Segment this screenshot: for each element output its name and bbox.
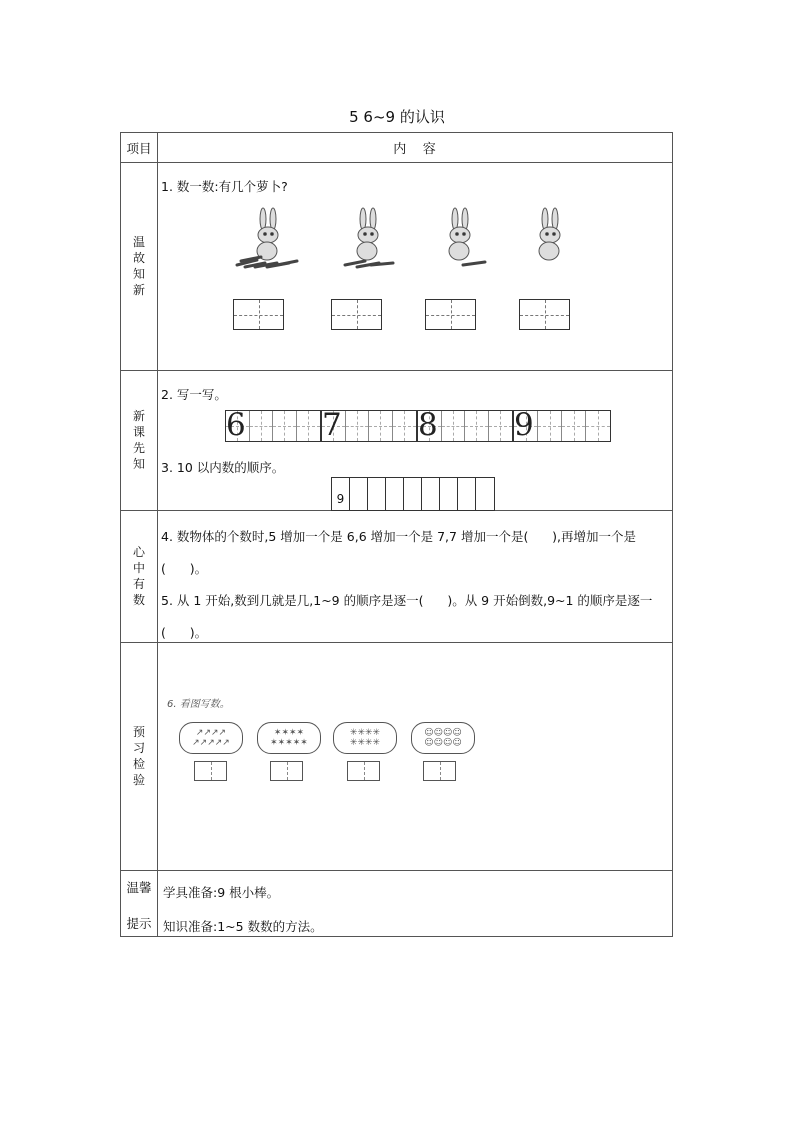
writing-cell[interactable] bbox=[489, 411, 512, 441]
tip-line-1: 学具准备:9 根小棒。 bbox=[163, 885, 280, 900]
writing-cell[interactable] bbox=[586, 411, 610, 441]
writing-cell[interactable] bbox=[250, 411, 274, 441]
trace-digit: 9 bbox=[514, 407, 534, 443]
writing-group bbox=[418, 407, 514, 443]
number-sequence-boxes bbox=[331, 477, 495, 511]
row-divider bbox=[121, 162, 672, 163]
rabbit-carrot-illustration-2 bbox=[331, 205, 401, 271]
column-divider bbox=[157, 133, 158, 936]
sequence-cell[interactable] bbox=[404, 478, 422, 510]
question-4-line2: ( )。 bbox=[161, 561, 208, 576]
carrot-icon bbox=[345, 261, 393, 267]
row-label-mind: 心中有数 bbox=[132, 545, 145, 607]
answer-box[interactable] bbox=[423, 761, 456, 781]
question-5-line1: 5. 从 1 开始,数到几就是几,1~9 的顺序是逐一( )。从 9 开始倒数,9~1 的顺序是逐一 bbox=[161, 593, 653, 608]
carrot-icon bbox=[463, 262, 485, 265]
row-divider bbox=[121, 642, 672, 643]
writing-cell[interactable] bbox=[369, 411, 393, 441]
row-label-new-lesson: 新课先知 bbox=[132, 409, 145, 471]
picture-group: ↗↗↗↗ ↗↗↗↗↗ bbox=[179, 722, 243, 754]
rabbit-carrot-illustration-3 bbox=[423, 205, 493, 271]
question-3: 3. 10 以内数的顺序。 bbox=[161, 460, 285, 475]
picture-group: ☺☺☺☺ ☺☺☺☺ bbox=[411, 722, 475, 754]
answer-box[interactable] bbox=[347, 761, 380, 781]
question-2: 2. 写一写。 bbox=[161, 387, 227, 402]
answer-box[interactable] bbox=[331, 299, 382, 330]
question-4-line1: 4. 数物体的个数时,5 增加一个是 6,6 增加一个是 7,7 增加一个是( ),再增加一个是 bbox=[161, 529, 637, 544]
rabbit-icon bbox=[539, 208, 560, 260]
answer-box[interactable] bbox=[233, 299, 284, 330]
sequence-cell[interactable] bbox=[476, 478, 494, 510]
row-label-review: 温故知新 bbox=[132, 235, 145, 297]
sequence-cell[interactable] bbox=[422, 478, 440, 510]
sequence-cell[interactable] bbox=[350, 478, 368, 510]
header-col1: 项目 bbox=[126, 140, 152, 156]
row-divider bbox=[121, 370, 672, 371]
trace-digit: 8 bbox=[418, 407, 438, 443]
writing-cell[interactable] bbox=[442, 411, 466, 441]
sequence-cell[interactable] bbox=[458, 478, 476, 510]
rabbit-carrot-illustration-4 bbox=[513, 205, 583, 271]
sequence-cell[interactable] bbox=[440, 478, 458, 510]
answer-box[interactable] bbox=[519, 299, 570, 330]
writing-cell[interactable] bbox=[273, 411, 297, 441]
sequence-cell[interactable] bbox=[368, 478, 386, 510]
row-label-tips-1: 温馨 bbox=[126, 880, 152, 895]
row-label-preview: 预习检验 bbox=[132, 725, 145, 787]
question-5-line2: ( )。 bbox=[161, 625, 208, 640]
writing-cell[interactable] bbox=[538, 411, 562, 441]
sequence-cell[interactable] bbox=[386, 478, 404, 510]
worksheet-table bbox=[120, 132, 673, 937]
rabbit-icon bbox=[257, 208, 278, 260]
tip-line-2: 知识准备:1~5 数数的方法。 bbox=[163, 919, 323, 934]
rabbit-icon bbox=[449, 208, 470, 260]
trace-digit: 6 bbox=[226, 407, 246, 443]
writing-cell[interactable] bbox=[465, 411, 489, 441]
answer-box[interactable] bbox=[194, 761, 227, 781]
writing-group bbox=[514, 407, 610, 443]
row-label-tips-2: 提示 bbox=[126, 916, 152, 931]
digit-writing-grid bbox=[225, 407, 611, 443]
header-col2: 内 容 bbox=[393, 142, 436, 157]
answer-box[interactable] bbox=[425, 299, 476, 330]
question-6: 6. 看图写数。 bbox=[167, 699, 230, 710]
writing-cell[interactable] bbox=[562, 411, 586, 441]
answer-box[interactable] bbox=[270, 761, 303, 781]
writing-cell[interactable] bbox=[297, 411, 320, 441]
row-divider bbox=[121, 870, 672, 871]
trace-digit: 7 bbox=[322, 407, 342, 443]
sequence-cell: 9 bbox=[332, 478, 350, 510]
page-title: 5 6~9 的认识 bbox=[349, 108, 445, 126]
writing-group bbox=[322, 407, 418, 443]
rabbit-icon bbox=[357, 208, 378, 260]
picture-group: ✶✶✶✶ ✶✶✶✶✶ bbox=[257, 722, 321, 754]
rabbit-carrot-illustration-1 bbox=[231, 205, 301, 271]
picture-group: ✳✳✳✳ ✳✳✳✳ bbox=[333, 722, 397, 754]
writing-group bbox=[226, 407, 322, 443]
writing-cell[interactable] bbox=[346, 411, 370, 441]
question-1: 1. 数一数:有几个萝卜? bbox=[161, 179, 288, 194]
writing-cell[interactable] bbox=[393, 411, 416, 441]
